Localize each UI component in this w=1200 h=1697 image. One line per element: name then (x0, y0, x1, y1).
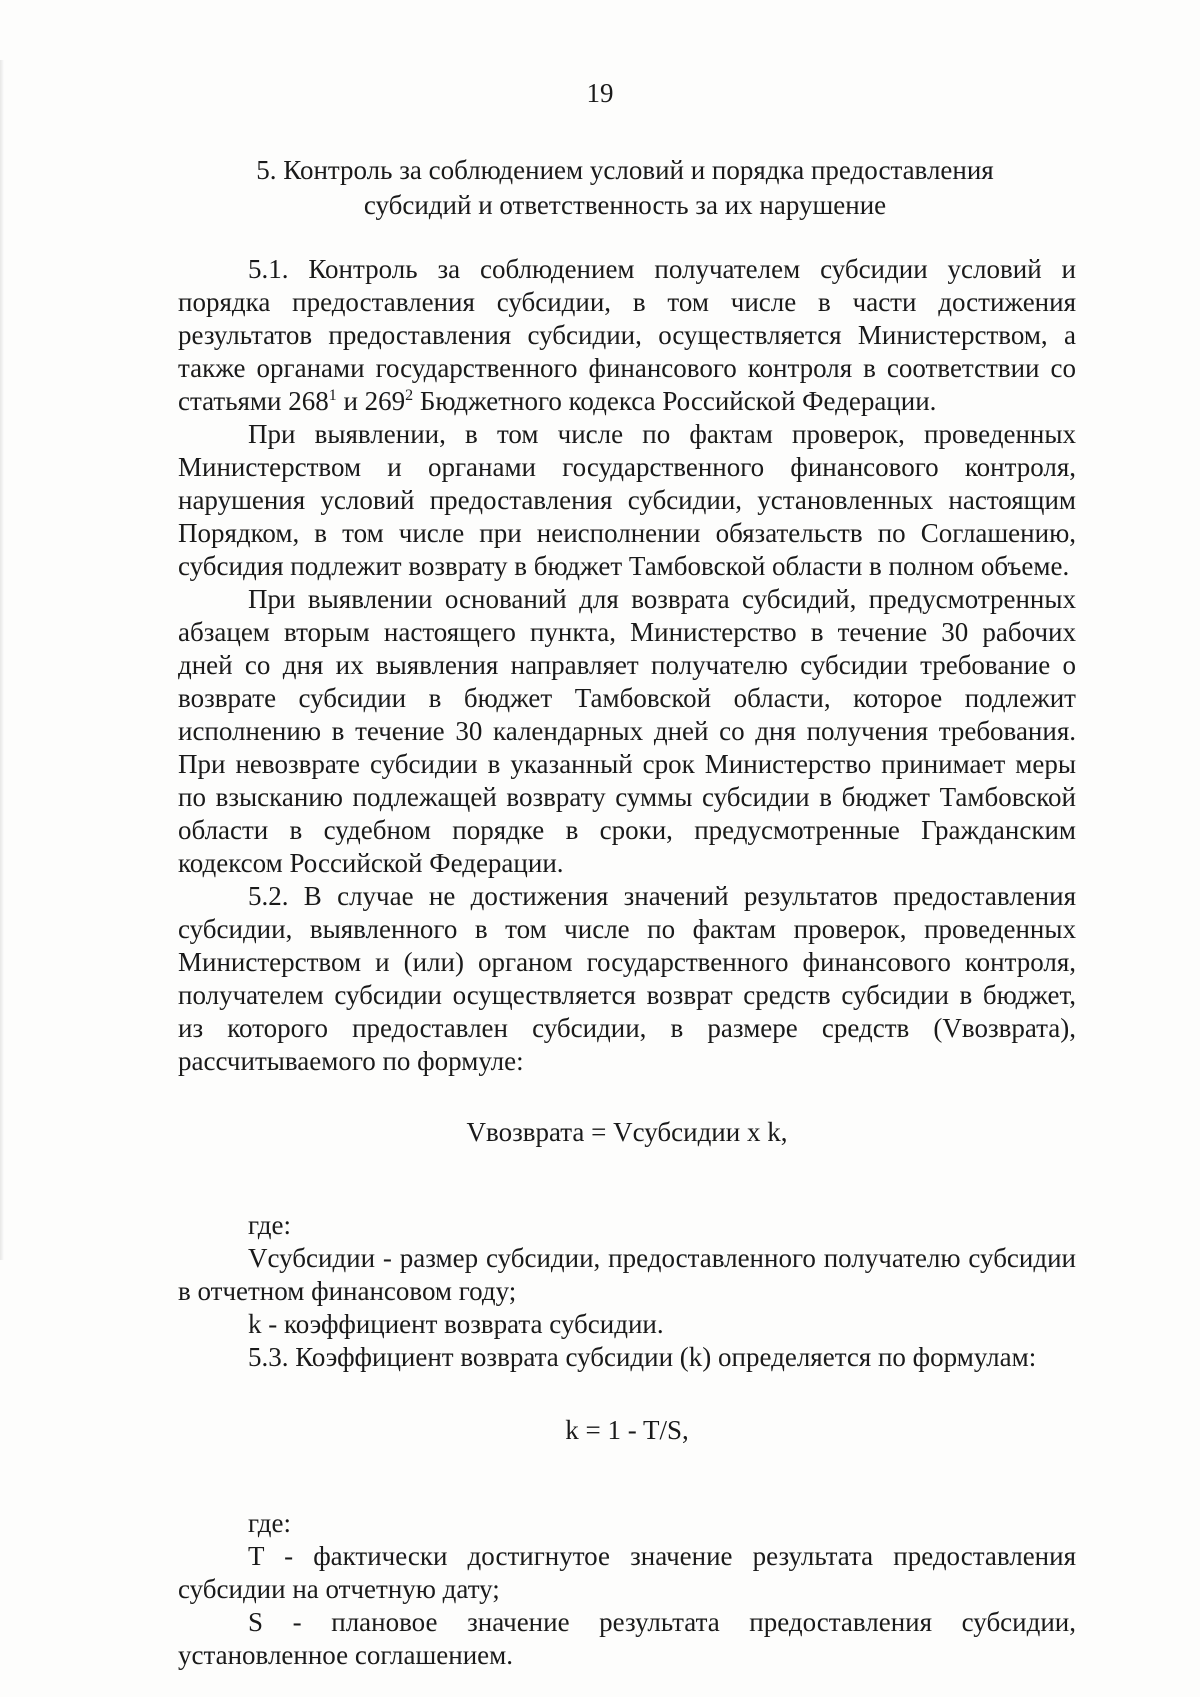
definition-t: T - фактически достигнутое значение результата предоставления субсидии на отчетную дату; (178, 1541, 1076, 1604)
scan-edge-shadow (0, 60, 4, 1260)
paragraph-5-1-3: При выявлении оснований для возврата субсидий, предусмотренных абзацем вторым настоящего пункта, Министерство в течение 30 рабочих дней со дня их выявления направляет получателю субсидии требование о возврате субсидии в бюджет Тамбовской области, которое подлежит исполнению в течение 30 календарных дней со дня получения требования. При невозврате субсидии в указанный срок Министерство принимает меры по взысканию подлежащей возврату суммы субсидии в бюджет Тамбовской области в судебном порядке в сроки, предусмотренные Гражданским кодексом Российской Федерации. (178, 584, 1076, 878)
paragraph-5-3: 5.3. Коэффициент возврата субсидии (k) определяется по формулам: (248, 1342, 1037, 1372)
superscript-1: 1 (328, 387, 337, 404)
paragraph-5-1-end: Бюджетного кодекса Российской Федерации. (413, 386, 937, 416)
definition-s: S - плановое значение результата предоставления субсидии, установленное соглашением. (178, 1607, 1076, 1670)
page-number: 19 (586, 78, 614, 108)
document-body (178, 253, 1076, 1672)
superscript-2: 2 (405, 387, 414, 404)
definition-k: k - коэффициент возврата субсидии. (248, 1309, 664, 1339)
paragraph-5-2: 5.2. В случае не достижения значений результатов предоставления субсидии, выявленного в том числе по фактам проверок, проведенных Министерством и (или) органом государственного финансового контроля, получателем субсидии осуществляется возврат средств субсидии в бюджет, из которого предоставлен субсидии, в размере средств (Vвозврата), рассчитываемого по формуле: (178, 881, 1076, 1076)
paragraph-5-1-text: 5.1. Контроль за соблюдением получателем субсидии условий и порядка предоставления субсидии, в том числе в части достижения результатов предоставления субсидии, осуществляется Министерством, а также органами государственного финансового контроля в соответствии со статьями 268 (178, 254, 1076, 416)
where-label-1: где: (248, 1210, 291, 1240)
formula-v-return: Vвозврата = Vсубсидии x k, (466, 1117, 788, 1147)
section-heading (175, 153, 1075, 223)
paragraph-5-1 (178, 253, 1076, 418)
section-heading-line-1: 5. Контроль за соблюдением условий и порядка предоставления (256, 155, 994, 185)
section-heading-line-2: субсидий и ответственность за их нарушение (363, 190, 887, 220)
paragraph-5-1-between: и 269 (336, 386, 406, 416)
where-label-2: где: (248, 1508, 291, 1538)
paragraph-5-1-2: При выявлении, в том числе по фактам проверок, проведенных Министерством и органами государственного финансового контроля, нарушения условий предоставления субсидии, установленных настоящим Порядком, в том числе при неисполнении обязательств по Соглашению, субсидия подлежит возврату в бюджет Тамбовской области в полном объеме. (178, 419, 1076, 581)
definition-v-subsidy: Vсубсидии - размер субсидии, предоставленного получателю субсидии в отчетном финансовом году; (178, 1243, 1076, 1306)
formula-k: k = 1 - T/S, (565, 1415, 689, 1445)
